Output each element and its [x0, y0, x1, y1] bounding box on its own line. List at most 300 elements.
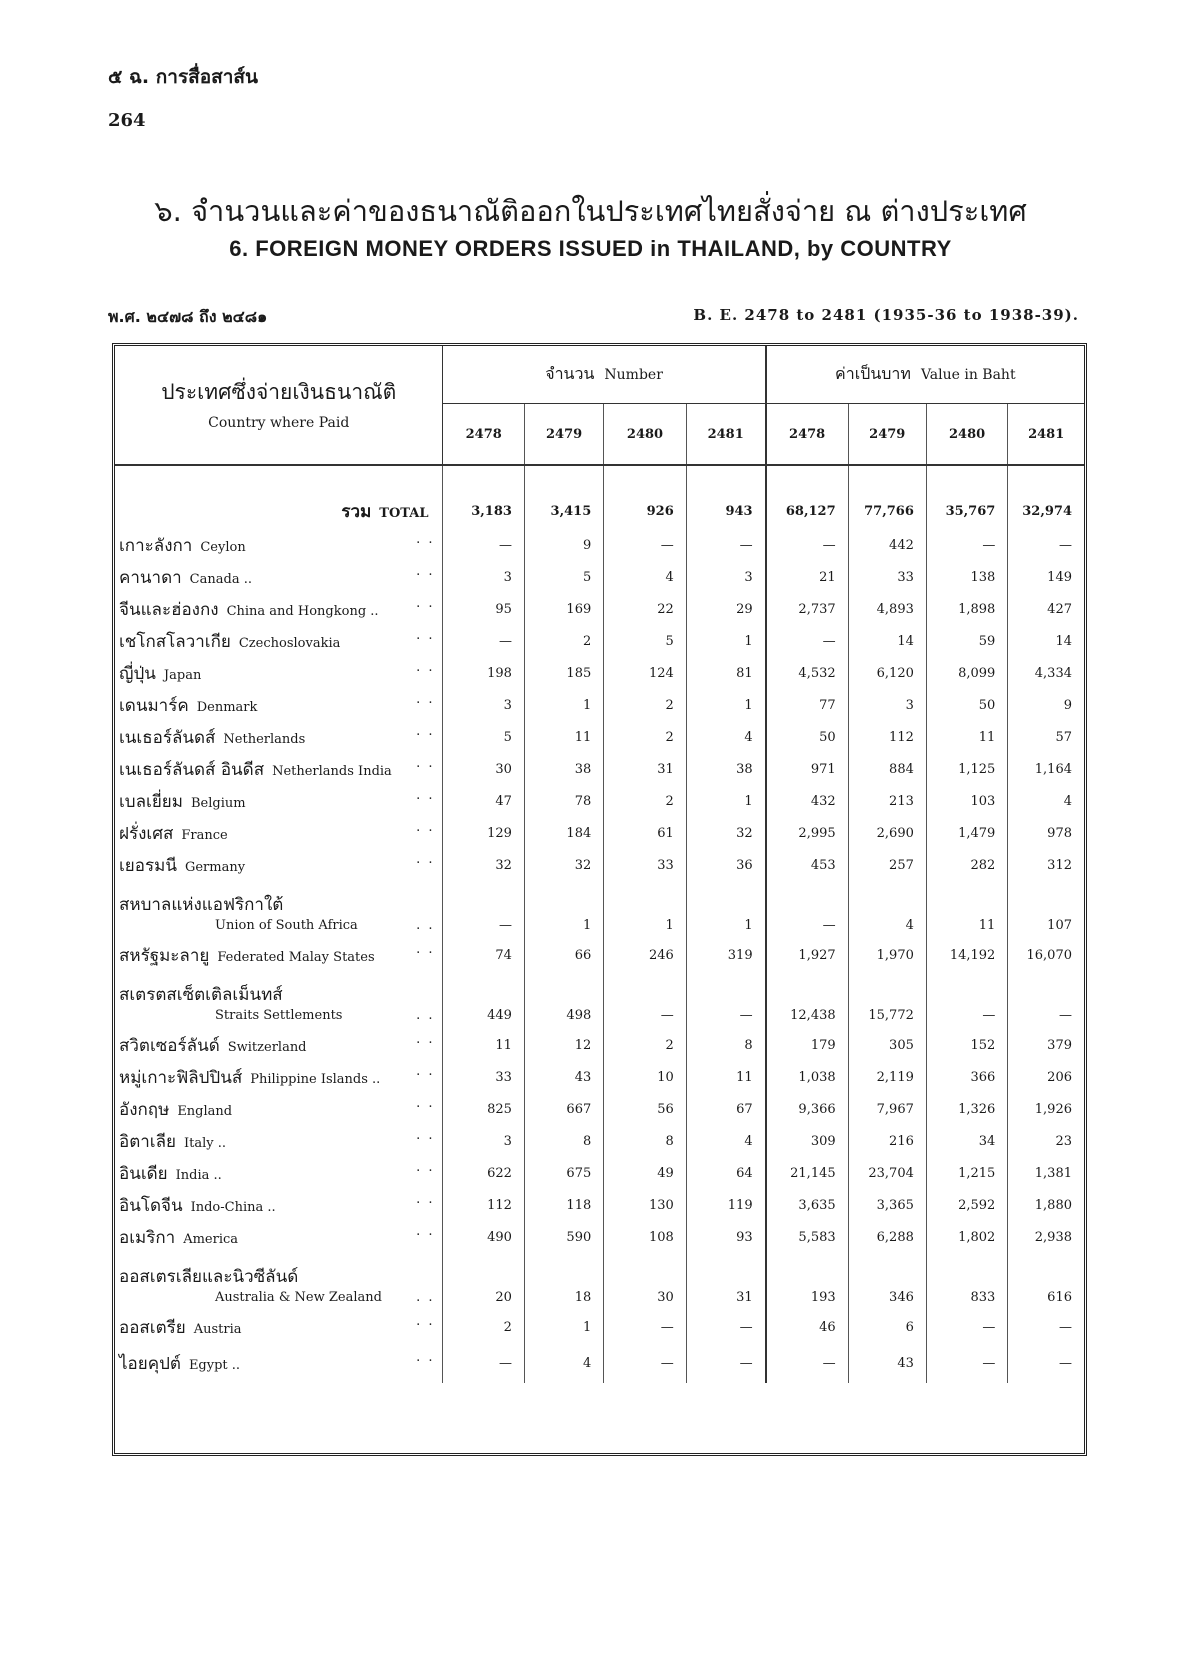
- value-cell: 1,802: [926, 1221, 1007, 1253]
- total-number: 943: [725, 503, 753, 519]
- value-cell: 1,927: [766, 939, 849, 971]
- table-row: [115, 881, 1084, 939]
- total-value: 35,767: [926, 493, 1007, 529]
- value-cell: 305: [848, 1029, 926, 1061]
- value-cell: —: [926, 971, 1007, 1029]
- value-cell: 11: [926, 721, 1007, 753]
- country-name-thai: อังกฤษ: [119, 1099, 170, 1120]
- number-cell: 184: [524, 817, 603, 849]
- number-cell: 449: [443, 971, 524, 1029]
- value-cell: 50: [926, 689, 1007, 721]
- value-cell: 1,926: [1034, 1101, 1072, 1117]
- value-cell: 6,120: [848, 657, 926, 689]
- country-cell: . . ญี่ปุ่น Japan: [115, 657, 443, 689]
- year-header: 2480: [926, 404, 1007, 465]
- number-header-thai: จำนวน: [545, 364, 595, 384]
- spacer-row: [115, 465, 1084, 493]
- table-row: [115, 625, 1084, 657]
- value-cell: 6,288: [848, 1221, 926, 1253]
- number-cell: 198: [443, 657, 524, 689]
- value-cell: 2,995: [766, 817, 849, 849]
- value-cell: 1,479: [926, 817, 1007, 849]
- number-cell: —: [604, 971, 687, 1029]
- country-name-english: Netherlands: [223, 731, 306, 747]
- number-cell: 1: [744, 918, 753, 933]
- country-header-english: Country where Paid: [208, 415, 350, 431]
- country-name-english: Federated Malay States: [217, 949, 375, 965]
- value-cell: 4: [1063, 793, 1072, 809]
- country-name-english: Australia & New Zealand: [215, 1290, 382, 1305]
- number-cell: 185: [524, 657, 603, 689]
- number-cell: 18: [524, 1253, 603, 1311]
- period-thai: พ.ศ. ๒๔๗๘ ถึง ๒๔๘๑: [108, 307, 268, 326]
- country-cell: . . เนเธอร์ลันดส์ Netherlands: [115, 721, 443, 753]
- country-name-english: Czechoslovakia: [238, 635, 341, 651]
- value-cell: 1,970: [848, 939, 926, 971]
- number-cell: 38: [524, 753, 603, 785]
- value-cell: 1,326: [926, 1093, 1007, 1125]
- country-name-english: Netherlands India: [272, 763, 392, 779]
- value-cell: 432: [766, 785, 849, 817]
- number-cell: 95: [443, 593, 524, 625]
- value-cell: 282: [926, 849, 1007, 881]
- table-row: [115, 1157, 1084, 1189]
- value-cell: 7,967: [848, 1093, 926, 1125]
- year-header: 2478: [443, 404, 524, 465]
- country-cell: . . อเมริกา America: [115, 1221, 443, 1253]
- number-cell: 1: [744, 793, 753, 809]
- country-name-thai: อินโดจีน: [119, 1195, 183, 1216]
- value-cell: 833: [926, 1253, 1007, 1311]
- number-cell: —: [739, 1355, 753, 1371]
- value-cell: —: [766, 625, 849, 657]
- value-cell: 3,365: [848, 1189, 926, 1221]
- number-cell: 43: [524, 1061, 603, 1093]
- value-cell: 12,438: [766, 971, 849, 1029]
- number-header-english: Number: [604, 367, 663, 384]
- country-name-thai: เนเธอร์ลันดส์ อินดีส: [119, 759, 265, 780]
- number-cell: 498: [524, 971, 603, 1029]
- total-value: 32,974: [1022, 503, 1072, 519]
- country-name-thai: เบลเยี่ยม: [119, 791, 183, 812]
- number-cell: 31: [736, 1290, 753, 1305]
- table-row: [115, 1061, 1084, 1093]
- value-cell: 1,164: [1034, 761, 1072, 777]
- table-row: [115, 689, 1084, 721]
- value-cell: 213: [848, 785, 926, 817]
- country-name-thai: เยอรมนี: [119, 855, 177, 876]
- value-cell: 34: [926, 1125, 1007, 1157]
- number-cell: 108: [604, 1221, 687, 1253]
- table-row: [115, 1125, 1084, 1157]
- table-row: [115, 817, 1084, 849]
- country-cell: . . เกาะลังกา Ceylon: [115, 529, 443, 561]
- number-cell: 1: [744, 697, 753, 713]
- country-name-thai: หมู่เกาะฟิลิปปินส์: [119, 1067, 243, 1088]
- number-cell: 1: [524, 1311, 603, 1343]
- country-cell: สหบาลแห่งแอฟริกาใต้ Union of South Africa . .: [115, 881, 443, 939]
- number-cell: —: [443, 529, 524, 561]
- country-column-header: [115, 346, 443, 465]
- country-cell: . . หมู่เกาะฟิลิปปินส์ Philippine Islands ..: [115, 1061, 443, 1093]
- number-cell: 2: [604, 689, 687, 721]
- country-cell: . . อิตาเลีย Italy ..: [115, 1125, 443, 1157]
- number-cell: 64: [736, 1165, 753, 1181]
- table-row: [115, 529, 1084, 561]
- value-cell: 206: [1047, 1069, 1072, 1085]
- number-cell: 2: [604, 785, 687, 817]
- country-name-english: Belgium: [190, 795, 246, 811]
- value-cell: 14: [848, 625, 926, 657]
- country-name-thai: สเตรตสเซ็ตเติลเม็นทส์: [119, 985, 283, 1005]
- country-name-english: America: [183, 1231, 239, 1247]
- table-title-thai: ๖. จำนวนและค่าของธนาณัติออกในประเทศไทยสั่งจ่าย ณ ต่างประเทศ: [154, 194, 1027, 228]
- number-group-header: [443, 346, 766, 404]
- number-cell: —: [443, 625, 524, 657]
- total-value: 77,766: [848, 493, 926, 529]
- country-name-thai: เดนมาร์ค: [119, 695, 189, 716]
- number-cell: 490: [443, 1221, 524, 1253]
- number-cell: 2: [604, 1029, 687, 1061]
- number-cell: 3: [443, 1125, 524, 1157]
- country-name-thai: อเมริกา: [119, 1227, 176, 1248]
- number-cell: 5: [524, 561, 603, 593]
- number-cell: 32: [736, 825, 753, 841]
- value-cell: 216: [848, 1125, 926, 1157]
- number-cell: 29: [736, 601, 753, 617]
- table-row: [115, 939, 1084, 971]
- country-cell: . . เดนมาร์ค Denmark: [115, 689, 443, 721]
- country-name-thai: ออสเตรีย: [119, 1317, 186, 1338]
- total-number: 3,415: [524, 493, 603, 529]
- section-header: ๕ ฉ. การสื่อสาส์น: [108, 66, 259, 88]
- table-row: [115, 1311, 1084, 1343]
- value-cell: —: [926, 1311, 1007, 1343]
- number-cell: 56: [604, 1093, 687, 1125]
- period-english: B. E. 2478 to 2481 (1935-36 to 1938-39).: [693, 306, 1079, 324]
- country-name-english: Japan: [163, 667, 202, 683]
- total-value: 68,127: [766, 493, 849, 529]
- number-cell: 1: [604, 881, 687, 939]
- value-cell: 16,070: [1026, 947, 1072, 963]
- country-name-english: India ..: [175, 1167, 222, 1183]
- table-row: [115, 1029, 1084, 1061]
- country-name-english: Straits Settlements: [215, 1008, 343, 1023]
- number-cell: 31: [604, 753, 687, 785]
- number-cell: —: [739, 1008, 753, 1023]
- number-cell: 118: [524, 1189, 603, 1221]
- country-name-english: Indo-China ..: [190, 1199, 276, 1215]
- number-cell: 11: [524, 721, 603, 753]
- country-name-thai: ฝรั่งเศส: [119, 823, 174, 844]
- value-cell: 46: [766, 1311, 849, 1343]
- country-cell: . . คานาดา Canada ..: [115, 561, 443, 593]
- country-name-thai: เชโกสโลวาเกีย: [119, 631, 231, 652]
- country-rows: [115, 529, 1084, 1383]
- number-cell: 33: [604, 849, 687, 881]
- country-name-thai: ญี่ปุ่น: [119, 663, 156, 684]
- value-cell: 23: [1055, 1133, 1072, 1149]
- table-row: [115, 1221, 1084, 1253]
- number-cell: 4: [744, 729, 753, 745]
- country-cell: . . จีนและฮ่องกง China and Hongkong ..: [115, 593, 443, 625]
- value-cell: 4,334: [1034, 665, 1072, 681]
- value-cell: 43: [848, 1343, 926, 1383]
- number-cell: 4: [744, 1133, 753, 1149]
- value-group-header: [766, 346, 1084, 404]
- value-cell: 3: [848, 689, 926, 721]
- country-name-thai: อินเดีย: [119, 1163, 168, 1184]
- value-cell: 21: [766, 561, 849, 593]
- value-cell: 5,583: [766, 1221, 849, 1253]
- number-cell: 3: [443, 561, 524, 593]
- value-cell: 179: [766, 1029, 849, 1061]
- value-cell: 3,635: [766, 1189, 849, 1221]
- money-orders-table: [115, 346, 1084, 1383]
- country-name-english: Canada ..: [189, 571, 252, 587]
- number-cell: 119: [727, 1197, 753, 1213]
- number-cell: 8: [744, 1037, 753, 1053]
- value-header-thai: ค่าเป็นบาท: [835, 364, 911, 384]
- table-row: [115, 657, 1084, 689]
- number-cell: 622: [443, 1157, 524, 1189]
- value-cell: —: [766, 1343, 849, 1383]
- value-cell: 2,119: [848, 1061, 926, 1093]
- value-cell: —: [1059, 1355, 1072, 1371]
- number-cell: 12: [524, 1029, 603, 1061]
- value-cell: 312: [1047, 857, 1072, 873]
- value-cell: 2,938: [1034, 1229, 1072, 1245]
- country-header-thai: ประเทศซึ่งจ่ายเงินธนาณัติ: [161, 380, 397, 404]
- country-cell: . . ออสเตรีย Austria: [115, 1311, 443, 1343]
- number-cell: 1: [524, 689, 603, 721]
- number-cell: 2: [524, 625, 603, 657]
- country-name-thai: ออสเตรเลียและนิวซีลันด์: [119, 1267, 299, 1287]
- value-cell: 978: [1047, 825, 1072, 841]
- table-row: [115, 1343, 1084, 1383]
- number-cell: 20: [443, 1253, 524, 1311]
- number-cell: 169: [524, 593, 603, 625]
- number-cell: 49: [604, 1157, 687, 1189]
- number-cell: 22: [604, 593, 687, 625]
- country-name-english: Denmark: [196, 699, 258, 715]
- value-cell: 6: [848, 1311, 926, 1343]
- number-cell: 32: [524, 849, 603, 881]
- total-row: [115, 493, 1084, 529]
- value-cell: —: [766, 529, 849, 561]
- number-cell: 66: [524, 939, 603, 971]
- value-cell: 112: [848, 721, 926, 753]
- value-cell: 11: [926, 881, 1007, 939]
- year-header: 2481: [686, 404, 765, 465]
- country-cell: . . เบลเยี่ยม Belgium: [115, 785, 443, 817]
- country-name-english: Union of South Africa: [215, 918, 358, 933]
- number-cell: —: [443, 881, 524, 939]
- value-cell: 1,898: [926, 593, 1007, 625]
- value-cell: 107: [1047, 918, 1072, 933]
- value-cell: 366: [926, 1061, 1007, 1093]
- value-cell: 1,125: [926, 753, 1007, 785]
- country-name-english: France: [181, 827, 228, 843]
- number-cell: 9: [524, 529, 603, 561]
- value-cell: 2,690: [848, 817, 926, 849]
- number-cell: 1: [744, 633, 753, 649]
- number-cell: 11: [443, 1029, 524, 1061]
- country-name-english: Switzerland: [227, 1039, 307, 1055]
- value-cell: 50: [766, 721, 849, 753]
- number-cell: 667: [524, 1093, 603, 1125]
- number-cell: 130: [604, 1189, 687, 1221]
- value-cell: 9: [1063, 697, 1072, 713]
- country-cell: ออสเตรเลียและนิวซีลันด์ Australia & New Zealand . .: [115, 1253, 443, 1311]
- table-title-english: 6. FOREIGN MONEY ORDERS ISSUED in THAILAND, by COUNTRY: [229, 236, 952, 261]
- value-cell: 4: [848, 881, 926, 939]
- value-cell: 1,215: [926, 1157, 1007, 1189]
- year-header: 2479: [848, 404, 926, 465]
- value-cell: 1,381: [1034, 1165, 1072, 1181]
- value-header-english: Value in Baht: [920, 367, 1016, 384]
- country-name-thai: สวิตเซอร์ลันด์: [119, 1035, 220, 1056]
- number-cell: 30: [443, 753, 524, 785]
- number-cell: —: [604, 1311, 687, 1343]
- number-cell: 825: [443, 1093, 524, 1125]
- number-cell: —: [739, 1319, 753, 1335]
- number-cell: 4: [524, 1343, 603, 1383]
- number-cell: 3: [744, 569, 753, 585]
- total-label: รวม TOTAL: [115, 493, 443, 529]
- country-name-thai: คานาดา: [119, 567, 182, 588]
- number-cell: 11: [736, 1069, 753, 1085]
- value-cell: 1,880: [1034, 1197, 1072, 1213]
- country-name-thai: เกาะลังกา: [119, 535, 193, 556]
- number-cell: 32: [443, 849, 524, 881]
- number-cell: 2: [443, 1311, 524, 1343]
- value-cell: —: [926, 1343, 1007, 1383]
- value-cell: 616: [1047, 1290, 1072, 1305]
- value-cell: 971: [766, 753, 849, 785]
- table-row: [115, 753, 1084, 785]
- value-cell: —: [1059, 537, 1072, 553]
- number-cell: —: [739, 537, 753, 553]
- value-cell: 138: [926, 561, 1007, 593]
- total-number: 3,183: [443, 493, 524, 529]
- table-row: [115, 593, 1084, 625]
- number-cell: —: [443, 1343, 524, 1383]
- number-cell: 33: [443, 1061, 524, 1093]
- value-cell: 9,366: [766, 1093, 849, 1125]
- number-cell: 78: [524, 785, 603, 817]
- number-cell: 10: [604, 1061, 687, 1093]
- value-cell: 77: [766, 689, 849, 721]
- country-name-thai: สหรัฐมะลายู: [119, 945, 210, 966]
- number-cell: 93: [736, 1229, 753, 1245]
- country-name-english: Germany: [184, 859, 246, 875]
- value-cell: —: [926, 529, 1007, 561]
- number-cell: 67: [736, 1101, 753, 1117]
- value-cell: 453: [766, 849, 849, 881]
- value-cell: 427: [1047, 601, 1072, 617]
- number-cell: —: [604, 529, 687, 561]
- number-cell: 81: [736, 665, 753, 681]
- value-cell: 152: [926, 1029, 1007, 1061]
- value-cell: 346: [848, 1253, 926, 1311]
- value-cell: 103: [926, 785, 1007, 817]
- value-cell: 149: [1047, 569, 1072, 585]
- number-cell: 30: [604, 1253, 687, 1311]
- country-name-english: Austria: [193, 1321, 242, 1337]
- value-cell: 33: [848, 561, 926, 593]
- value-cell: 193: [766, 1253, 849, 1311]
- country-cell: . . สวิตเซอร์ลันด์ Switzerland: [115, 1029, 443, 1061]
- number-cell: 5: [443, 721, 524, 753]
- number-cell: 590: [524, 1221, 603, 1253]
- value-cell: 57: [1055, 729, 1072, 745]
- country-cell: . . เชโกสโลวาเกีย Czechoslovakia: [115, 625, 443, 657]
- table-row: [115, 785, 1084, 817]
- value-cell: 23,704: [848, 1157, 926, 1189]
- number-cell: 8: [524, 1125, 603, 1157]
- country-name-english: Philippine Islands ..: [250, 1071, 381, 1087]
- number-cell: 3: [443, 689, 524, 721]
- number-cell: 38: [736, 761, 753, 777]
- country-cell: . . อินเดีย India ..: [115, 1157, 443, 1189]
- country-name-english: England: [177, 1103, 233, 1119]
- number-cell: 61: [604, 817, 687, 849]
- number-cell: 4: [604, 561, 687, 593]
- country-name-thai: สหบาลแห่งแอฟริกาใต้: [119, 895, 284, 915]
- value-cell: 8,099: [926, 657, 1007, 689]
- number-cell: 8: [604, 1125, 687, 1157]
- number-cell: 675: [524, 1157, 603, 1189]
- value-cell: —: [1059, 1319, 1072, 1335]
- country-name-english: China and Hongkong ..: [226, 603, 379, 619]
- number-cell: 2: [604, 721, 687, 753]
- country-name-english: Egypt ..: [188, 1357, 241, 1373]
- year-header: 2479: [524, 404, 603, 465]
- country-cell: . . ไอยคุปต์ Egypt ..: [115, 1343, 443, 1383]
- number-cell: 319: [727, 947, 753, 963]
- table-row: [115, 721, 1084, 753]
- number-cell: 246: [604, 939, 687, 971]
- country-name-thai: เนเธอร์ลันดส์: [119, 727, 216, 748]
- year-header: 2478: [766, 404, 849, 465]
- number-cell: 74: [443, 939, 524, 971]
- page-number: 264: [108, 110, 146, 131]
- number-cell: 112: [443, 1189, 524, 1221]
- country-name-english: Ceylon: [200, 539, 246, 555]
- value-cell: 14: [1055, 633, 1072, 649]
- country-cell: สเตรตสเซ็ตเติลเม็นทส์ Straits Settlements . .: [115, 971, 443, 1029]
- value-cell: —: [1059, 1008, 1072, 1023]
- number-cell: —: [604, 1343, 687, 1383]
- number-cell: 36: [736, 857, 753, 873]
- value-cell: 4,532: [766, 657, 849, 689]
- country-cell: . . ฝรั่งเศส France: [115, 817, 443, 849]
- table-row: [115, 1093, 1084, 1125]
- total-number: 926: [604, 493, 687, 529]
- value-cell: 4,893: [848, 593, 926, 625]
- country-cell: . . เยอรมนี Germany: [115, 849, 443, 881]
- number-cell: 47: [443, 785, 524, 817]
- table-row: [115, 971, 1084, 1029]
- country-name-thai: อิตาเลีย: [119, 1131, 176, 1152]
- table-row: [115, 561, 1084, 593]
- value-cell: —: [766, 881, 849, 939]
- number-cell: 129: [443, 817, 524, 849]
- country-name-thai: จีนและฮ่องกง: [119, 599, 219, 620]
- table-row: [115, 1253, 1084, 1311]
- value-cell: 309: [766, 1125, 849, 1157]
